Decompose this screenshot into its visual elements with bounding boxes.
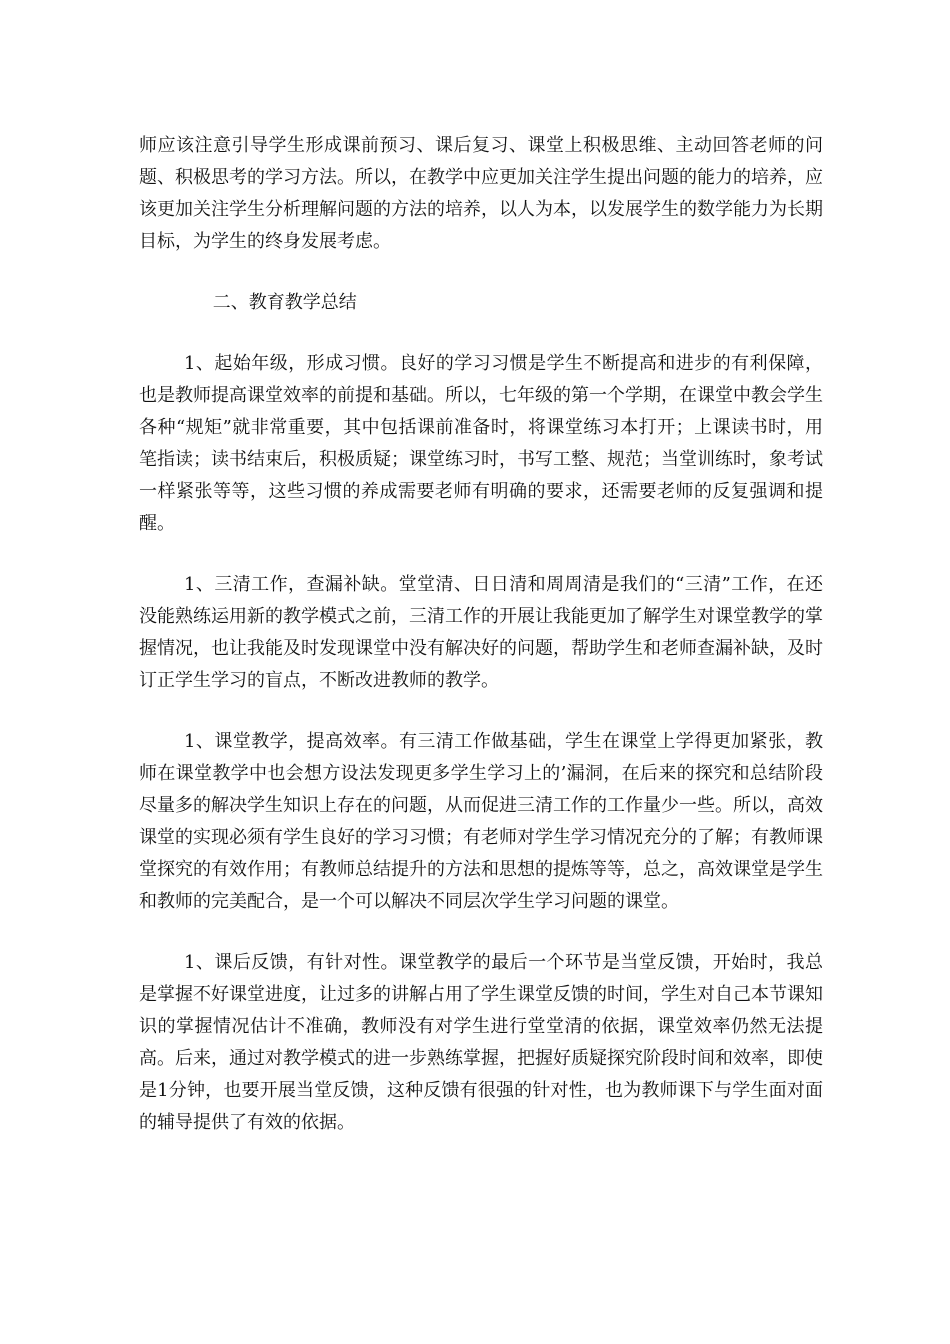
paragraph-continuation: 师应该注意引导学生形成课前预习、课后复习、课堂上积极思维、主动回答老师的问题、积极思考的学习方法。所以，在教学中应更加关注学生提出问题的能力的培养，应该更加关注学生分析理解问题的方法的培养，以人为本，以发展学生的数学能力为长期目标，为学生的终身发展考虑。 (139, 135, 823, 252)
section-heading: 二、教育教学总结 (212, 292, 357, 313)
paragraph-feedback: 1、课后反馈，有针对性。课堂教学的最后一个环节是当堂反馈，开始时，我总是掌握不好课堂进度，让过多的讲解占用了学生课堂反馈的时间，学生对自己本节课知识的掌握情况估计不准确，教师没有对学生进行堂堂清的依据，课堂效率仍然无法提高。后来，通过对教学模式的进一步熟练掌握，把握好质疑探究阶段时间和效率，即使是1分钟，也要开展当堂反馈，这种反馈有很强的针对性，也为教师课下与学生面对面的辅导提供了有效的依据。 (139, 952, 823, 1133)
paragraph-classroom-teaching: 1、课堂教学，提高效率。有三清工作做基础，学生在课堂上学得更加紧张，教师在课堂教学中也会想方设法发现更多学生学习上的’漏洞，在后来的探究和总结阶段尽量多的解决学生知识上存在的问题，从而促进三清工作的工作量少一些。所以，高效课堂的实现必须有学生良好的学习习惯；有老师对学生学习情况充分的了解；有教师课堂探究的有效作用；有教师总结提升的方法和思想的提炼等等，总之，高效课堂是学生和教师的完美配合，是一个可以解决不同层次学生学习问题的课堂。 (139, 731, 823, 912)
document-body (139, 130, 823, 1168)
paragraph-habits: 1、起始年级，形成习惯。良好的学习习惯是学生不断提高和进步的有利保障，也是教师提高课堂效率的前提和基础。所以，七年级的第一个学期，在课堂中教会学生各种“规矩”就非常重要，其中包括课前准备时，将课堂练习本打开；上课读书时，用笔指读；读书结束后，积极质疑；课堂练习时，书写工整、规范；当堂训练时，象考试一样紧张等等，这些习惯的养成需要老师有明确的要求，还需要老师的反复强调和提醒。 (139, 353, 823, 534)
paragraph-three-clear: 1、三清工作，查漏补缺。堂堂清、日日清和周周清是我们的“三清”工作，在还没能熟练运用新的教学模式之前，三清工作的开展让我能更加了解学生对课堂教学的掌握情况，也让我能及时发现课堂中没有解决好的问题，帮助学生和老师查漏补缺，及时订正学生学习的盲点，不断改进教师的教学。 (139, 574, 823, 691)
